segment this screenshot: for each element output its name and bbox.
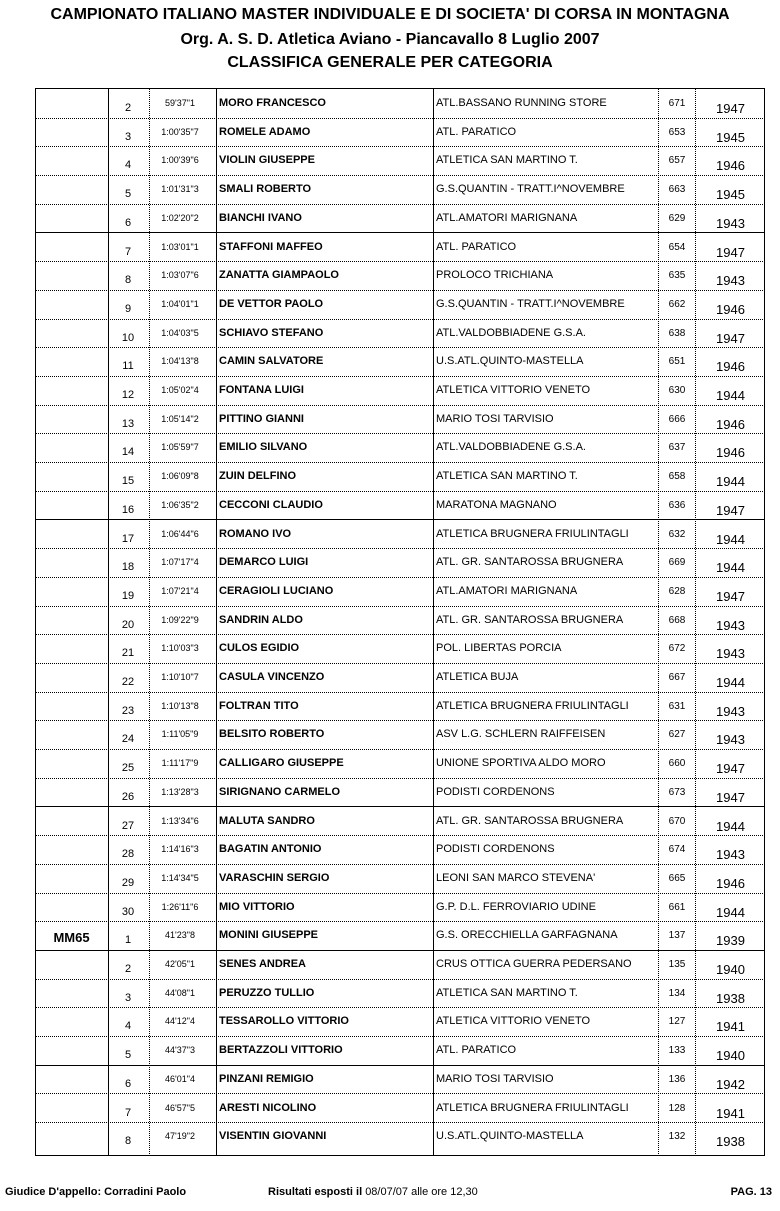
club-cell: ATLETICA BRUGNERA FRIULINTAGLI: [436, 699, 629, 712]
club-cell: ATL.BASSANO RUNNING STORE: [436, 97, 607, 109]
athlete-name-cell: ARESTI NICOLINO: [219, 1101, 317, 1114]
athlete-name-cell: BERTAZZOLI VITTORIO: [219, 1044, 343, 1057]
position-cell: 16: [121, 503, 135, 516]
time-cell: 1:02'20"2: [161, 212, 199, 223]
club-cell: G.S.QUANTIN - TRATT.I^NOVEMBRE: [436, 297, 625, 310]
athlete-name-cell: ROMELE ADAMO: [219, 125, 311, 138]
time-cell: 42'05"1: [165, 959, 195, 969]
birth-year-cell: 1946: [716, 445, 745, 461]
birth-year-cell: 1938: [716, 1134, 745, 1150]
time-cell: 1:13'28"3: [161, 786, 199, 797]
table-row: [35, 865, 765, 894]
position-cell: 11: [122, 360, 134, 373]
birth-year-cell: 1944: [716, 904, 745, 920]
time-cell: 44'12"4: [165, 1016, 195, 1027]
bib-cell: 628: [668, 585, 686, 597]
bib-cell: 665: [668, 872, 686, 884]
table-row: [35, 377, 765, 406]
bib-cell: 654: [668, 241, 686, 253]
birth-year-cell: 1944: [716, 388, 745, 403]
club-cell: ATLETICA VITTORIO VENETO: [436, 1015, 591, 1028]
position-cell: 21: [121, 647, 135, 660]
time-cell: 1:10'13"8: [161, 700, 199, 711]
time-cell: 1:05'02"4: [161, 385, 199, 395]
time-cell: 1:14'16"3: [161, 844, 199, 855]
club-cell: PODISTI CORDENONS: [436, 843, 555, 856]
club-cell: PROLOCO TRICHIANA: [436, 269, 554, 282]
bib-cell: 631: [668, 700, 686, 712]
bib-cell: 660: [668, 758, 686, 770]
birth-year-cell: 1947: [716, 330, 745, 346]
time-cell: 1:03'01"1: [161, 241, 199, 252]
club-cell: ATL. GR. SANTAROSSA BRUGNERA: [436, 613, 624, 626]
athlete-name-cell: MONINI GIUSEPPE: [219, 929, 319, 942]
organizer-line: Org. A. S. D. Atletica Aviano - Piancavallo 8 Luglio 2007: [180, 31, 600, 48]
bib-cell: 638: [668, 327, 686, 339]
bib-cell: 128: [668, 1102, 686, 1114]
table-row: [35, 1008, 765, 1037]
time-cell: 1:10'10"7: [161, 672, 199, 682]
table-row: [35, 521, 765, 550]
time-cell: 1:11'17"9: [161, 758, 199, 769]
position-cell: 3: [124, 991, 132, 1004]
bib-cell: 662: [668, 298, 686, 310]
club-cell: ATL. PARATICO: [436, 240, 517, 253]
position-cell: 5: [124, 1049, 132, 1062]
position-cell: 4: [124, 1020, 132, 1033]
club-cell: ATLETICA SAN MARTINO T.: [436, 986, 578, 999]
position-cell: 14: [121, 446, 135, 459]
bib-cell: 636: [668, 499, 686, 511]
birth-year-cell: 1944: [716, 474, 745, 490]
birth-year-cell: 1946: [716, 875, 745, 891]
athlete-name-cell: TESSAROLLO VITTORIO: [219, 1015, 349, 1028]
athlete-name-cell: ZUIN DELFINO: [219, 470, 296, 483]
club-cell: ATL.VALDOBBIADENE G.S.A.: [436, 441, 586, 454]
birth-year-cell: 1947: [716, 244, 745, 260]
club-cell: MARIO TOSI TARVISIO: [436, 1072, 554, 1085]
table-row: [35, 205, 765, 234]
position-cell: 2: [124, 963, 132, 975]
bib-cell: 672: [668, 643, 686, 655]
results-date: 08/07/07: [365, 1186, 409, 1198]
athlete-name-cell: DEMARCO LUIGI: [219, 556, 309, 569]
table-row: [35, 894, 765, 923]
club-cell: LEONI SAN MARCO STEVENA': [436, 871, 596, 884]
birth-year-cell: 1945: [716, 187, 745, 203]
category-cell: MM65: [53, 930, 90, 946]
position-cell: 7: [124, 1106, 132, 1119]
table-row: [35, 1123, 765, 1152]
position-cell: 10: [121, 331, 135, 344]
position-cell: 6: [124, 1077, 132, 1090]
position-cell: 26: [121, 790, 135, 803]
results-posted-label: [268, 1186, 478, 1198]
club-cell: ATL. PARATICO: [436, 1044, 517, 1057]
bib-cell: 673: [668, 786, 686, 798]
bib-cell: 658: [668, 471, 686, 483]
birth-year-cell: 1943: [716, 732, 745, 748]
time-cell: 59'37"1: [165, 98, 195, 108]
athlete-name-cell: EMILIO SILVANO: [219, 441, 308, 454]
athlete-name-cell: VARASCHIN SERGIO: [219, 871, 330, 884]
club-cell: MARIO TOSI TARVISIO: [436, 412, 554, 425]
bib-cell: 134: [668, 987, 686, 999]
table-row: [35, 635, 765, 664]
position-cell: 2: [124, 102, 132, 114]
position-cell: 25: [121, 762, 135, 775]
birth-year-cell: 1943: [716, 703, 745, 719]
birth-year-cell: 1946: [716, 301, 745, 317]
time-cell: 1:04'13"8: [161, 356, 199, 367]
athlete-name-cell: CALLIGARO GIUSEPPE: [219, 757, 344, 770]
position-cell: 18: [121, 561, 135, 574]
club-cell: G.S.QUANTIN - TRATT.I^NOVEMBRE: [436, 183, 625, 196]
time-cell: 1:03'07"6: [161, 270, 199, 281]
table-row: [35, 348, 765, 377]
time-cell: 41'23"8: [165, 930, 195, 941]
birth-year-cell: 1947: [716, 761, 745, 777]
time-cell: 1:00'39"6: [161, 155, 199, 166]
bib-cell: 629: [668, 212, 686, 224]
club-cell: G.S. ORECCHIELLA GARFAGNANA: [436, 929, 618, 942]
table-row: [35, 90, 765, 119]
position-cell: 24: [121, 733, 135, 746]
position-cell: 22: [121, 676, 135, 688]
table-row: [35, 406, 765, 435]
birth-year-cell: 1946: [716, 158, 745, 174]
bib-cell: 635: [668, 270, 686, 282]
position-cell: 8: [124, 1135, 132, 1148]
table-row: [35, 1095, 765, 1124]
time-cell: 46'57"5: [165, 1102, 195, 1113]
results-mid: alle ore: [408, 1186, 451, 1198]
time-cell: 47'19"2: [165, 1131, 195, 1142]
athlete-name-cell: BAGATIN ANTONIO: [219, 843, 322, 856]
athlete-name-cell: ROMANO IVO: [219, 527, 292, 540]
position-cell: 17: [121, 532, 135, 545]
birth-year-cell: 1943: [716, 273, 745, 289]
birth-year-cell: 1947: [716, 588, 745, 604]
table-row: [35, 1066, 765, 1095]
position-cell: 15: [121, 475, 135, 488]
bib-cell: 630: [668, 385, 686, 396]
position-cell: 5: [124, 188, 132, 201]
athlete-name-cell: VIOLIN GIUSEPPE: [219, 154, 315, 167]
table-row: [35, 434, 765, 463]
bib-cell: 127: [668, 1016, 686, 1028]
club-cell: ATLETICA SAN MARTINO T.: [436, 470, 578, 483]
table-row: [35, 721, 765, 750]
bib-cell: 671: [668, 98, 686, 109]
athlete-name-cell: CECCONI CLAUDIO: [219, 498, 323, 511]
athlete-name-cell: FOLTRAN TITO: [219, 699, 299, 712]
bib-cell: 663: [668, 184, 686, 196]
bib-cell: 637: [668, 442, 686, 454]
athlete-name-cell: BELSITO ROBERTO: [219, 728, 325, 741]
club-cell: ATL.VALDOBBIADENE G.S.A.: [436, 326, 586, 339]
time-cell: 1:05'14"2: [161, 413, 199, 424]
table-row: [35, 922, 765, 951]
table-row: [35, 291, 765, 320]
position-cell: 19: [121, 589, 135, 602]
birth-year-cell: 1941: [716, 1105, 745, 1121]
position-cell: 9: [124, 302, 132, 315]
time-cell: 1:13'34"6: [161, 815, 199, 826]
table-row: [35, 119, 765, 148]
athlete-name-cell: CAMIN SALVATORE: [219, 355, 324, 368]
time-cell: 1:07'21"4: [161, 585, 199, 596]
club-cell: MARATONA MAGNANO: [436, 498, 557, 511]
club-cell: ATL.AMATORI MARIGNANA: [436, 584, 578, 597]
position-cell: 27: [121, 819, 135, 832]
bib-cell: 136: [668, 1073, 686, 1085]
athlete-name-cell: SENES ANDREA: [219, 958, 306, 970]
table-row: [35, 463, 765, 492]
championship-title: CAMPIONATO ITALIANO MASTER INDIVIDUALE E DI SOCIETA' DI CORSA IN MONTAGNA: [50, 6, 730, 23]
athlete-name-cell: DE VETTOR PAOLO: [219, 297, 324, 310]
position-cell: 13: [121, 417, 135, 430]
table-row: [35, 664, 765, 693]
birth-year-cell: 1947: [716, 502, 745, 518]
club-cell: ATLETICA VITTORIO VENETO: [436, 384, 591, 396]
club-cell: ATL. PARATICO: [436, 125, 517, 138]
club-cell: U.S.ATL.QUINTO-MASTELLA: [436, 1130, 584, 1143]
birth-year-cell: 1946: [716, 416, 745, 432]
judge-label: Giudice D'appello: Corradini Paolo: [5, 1186, 187, 1198]
position-cell: 6: [124, 216, 132, 229]
table-row: [35, 578, 765, 607]
birth-year-cell: 1946: [716, 359, 745, 375]
club-cell: ASV L.G. SCHLERN RAIFFEISEN: [436, 728, 606, 741]
club-cell: POL. LIBERTAS PORCIA: [436, 642, 562, 655]
athlete-name-cell: CULOS EGIDIO: [219, 642, 300, 655]
bib-cell: 661: [668, 901, 686, 913]
position-cell: 29: [121, 876, 135, 889]
table-row: [35, 779, 765, 808]
time-cell: 1:01'31"3: [161, 184, 199, 195]
birth-year-cell: 1943: [716, 617, 745, 633]
club-cell: UNIONE SPORTIVA ALDO MORO: [436, 757, 606, 770]
table-row: [35, 492, 765, 521]
bib-cell: 666: [668, 413, 686, 425]
athlete-name-cell: FONTANA LUIGI: [219, 384, 304, 396]
club-cell: ATLETICA BRUGNERA FRIULINTAGLI: [436, 1101, 629, 1114]
athlete-name-cell: SIRIGNANO CARMELO: [219, 785, 340, 798]
position-cell: 23: [121, 704, 135, 717]
birth-year-cell: 1940: [716, 1048, 745, 1064]
athlete-name-cell: PITTINO GIANNI: [219, 412, 304, 425]
table-row: [35, 836, 765, 865]
table-row: [35, 234, 765, 263]
bib-cell: 651: [668, 356, 686, 368]
athlete-name-cell: PERUZZO TULLIO: [219, 986, 315, 999]
club-cell: ATL.AMATORI MARIGNANA: [436, 211, 578, 224]
birth-year-cell: 1944: [716, 818, 745, 834]
bib-cell: 674: [668, 844, 686, 856]
birth-year-cell: 1938: [716, 990, 745, 1006]
birth-year-cell: 1940: [716, 962, 745, 977]
table-row: [35, 808, 765, 837]
position-cell: 20: [121, 618, 135, 631]
birth-year-cell: 1941: [716, 1019, 745, 1035]
birth-year-cell: 1943: [716, 847, 745, 863]
bib-cell: 657: [668, 155, 686, 167]
table-top-border: [35, 88, 765, 89]
time-cell: 46'01"4: [165, 1073, 195, 1084]
position-cell: 28: [121, 848, 135, 861]
results-table: [35, 88, 765, 1156]
birth-year-cell: 1943: [716, 646, 745, 662]
athlete-name-cell: PINZANI REMIGIO: [219, 1072, 314, 1085]
bib-cell: 133: [668, 1045, 686, 1057]
page-number: PAG. 13: [730, 1186, 772, 1198]
time-cell: 1:04'03"5: [161, 327, 199, 338]
bib-cell: 669: [668, 557, 686, 569]
birth-year-cell: 1945: [716, 129, 745, 145]
table-row: [35, 1037, 765, 1066]
position-cell: 30: [121, 905, 135, 918]
athlete-name-cell: VISENTIN GIOVANNI: [219, 1130, 327, 1143]
time-cell: 1:04'01"1: [161, 298, 199, 309]
table-row: [35, 980, 765, 1009]
bib-cell: 137: [668, 930, 686, 942]
position-cell: 4: [124, 159, 132, 172]
athlete-name-cell: MORO FRANCESCO: [219, 97, 326, 109]
athlete-name-cell: SANDRIN ALDO: [219, 613, 303, 626]
birth-year-cell: 1947: [716, 101, 745, 116]
results-prefix: Risultati esposti il: [268, 1186, 366, 1198]
table-row: [35, 176, 765, 205]
bib-cell: 132: [668, 1131, 686, 1143]
athlete-name-cell: SMALI ROBERTO: [219, 183, 312, 196]
bib-cell: 135: [668, 959, 686, 970]
birth-year-cell: 1942: [716, 1076, 745, 1092]
bib-cell: 668: [668, 614, 686, 626]
birth-year-cell: 1944: [716, 675, 745, 690]
birth-year-cell: 1944: [716, 560, 745, 576]
table-bottom-border: [35, 1155, 765, 1156]
time-cell: 1:06'35"2: [161, 499, 199, 510]
time-cell: 1:07'17"4: [161, 557, 199, 568]
birth-year-cell: 1944: [716, 531, 745, 547]
time-cell: 44'08"1: [165, 987, 195, 998]
time-cell: 44'37"3: [165, 1045, 195, 1056]
time-cell: 1:06'44"6: [161, 528, 199, 539]
club-cell: U.S.ATL.QUINTO-MASTELLA: [436, 355, 584, 368]
athlete-name-cell: ZANATTA GIAMPAOLO: [219, 269, 339, 282]
time-cell: 1:14'34"5: [161, 872, 199, 883]
time-cell: 1:11'05"9: [161, 729, 199, 740]
athlete-name-cell: SCHIAVO STEFANO: [219, 326, 324, 339]
club-cell: ATLETICA BRUGNERA FRIULINTAGLI: [436, 527, 629, 540]
table-row: [35, 262, 765, 291]
time-cell: 1:26'11"6: [161, 901, 199, 912]
time-cell: 1:09'22"9: [161, 614, 199, 625]
table-row: [35, 951, 765, 980]
position-cell: 8: [124, 274, 132, 287]
ranking-title: CLASSIFICA GENERALE PER CATEGORIA: [227, 54, 553, 71]
table-row: [35, 147, 765, 176]
athlete-name-cell: MIO VITTORIO: [219, 900, 295, 913]
table-row: [35, 750, 765, 779]
bib-cell: 670: [668, 815, 686, 827]
bib-cell: 667: [668, 672, 686, 683]
club-cell: ATLETICA SAN MARTINO T.: [436, 154, 578, 167]
birth-year-cell: 1939: [716, 933, 745, 949]
table-row: [35, 607, 765, 636]
bib-cell: 653: [668, 126, 686, 138]
table-row: [35, 320, 765, 349]
birth-year-cell: 1947: [716, 789, 745, 805]
table-row: [35, 549, 765, 578]
time-cell: 1:10'03"3: [161, 643, 199, 654]
bib-cell: 632: [668, 528, 686, 540]
athlete-name-cell: CASULA VINCENZO: [219, 671, 325, 683]
position-cell: 7: [124, 245, 132, 258]
results-time: 12,30: [450, 1186, 478, 1198]
athlete-name-cell: MALUTA SANDRO: [219, 814, 315, 827]
club-cell: ATLETICA BUJA: [436, 671, 519, 683]
time-cell: 1:00'35"7: [161, 126, 199, 137]
time-cell: 1:05'59"7: [161, 442, 199, 453]
time-cell: 1:06'09"8: [161, 471, 199, 482]
birth-year-cell: 1943: [716, 215, 745, 231]
club-cell: ATL. GR. SANTAROSSA BRUGNERA: [436, 556, 624, 569]
position-cell: 12: [121, 389, 135, 401]
position-cell: 3: [124, 130, 132, 143]
table-row: [35, 693, 765, 722]
athlete-name-cell: STAFFONI MAFFEO: [219, 240, 323, 253]
club-cell: CRUS OTTICA GUERRA PEDERSANO: [436, 958, 632, 970]
club-cell: G.P. D.L. FERROVIARIO UDINE: [436, 900, 596, 913]
position-cell: 1: [124, 934, 132, 947]
athlete-name-cell: BIANCHI IVANO: [219, 211, 302, 224]
club-cell: ATL. GR. SANTAROSSA BRUGNERA: [436, 814, 624, 827]
bib-cell: 627: [668, 729, 686, 741]
club-cell: PODISTI CORDENONS: [436, 785, 555, 798]
athlete-name-cell: CERAGIOLI LUCIANO: [219, 584, 334, 597]
